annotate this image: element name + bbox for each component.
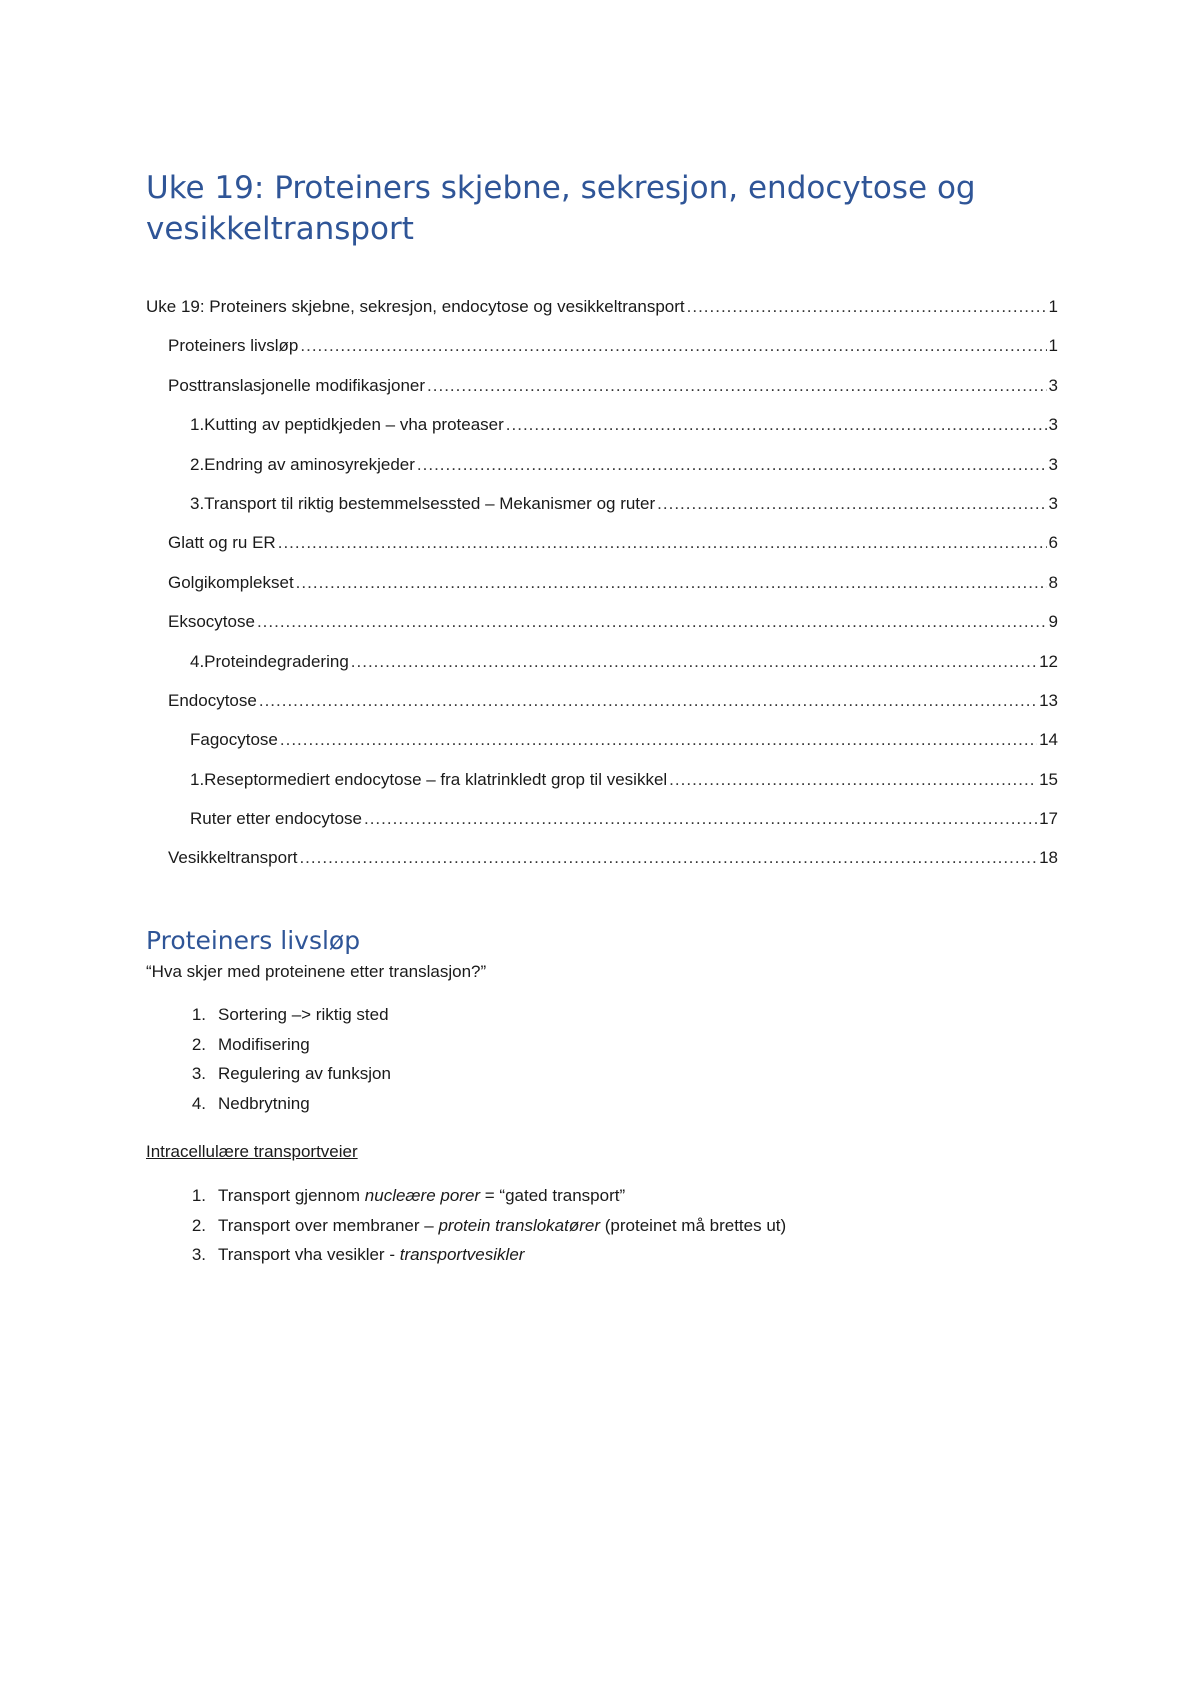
list-item-prefix: Transport over membraner – bbox=[218, 1215, 439, 1235]
toc-page-number: 1 bbox=[1048, 297, 1058, 316]
toc-leader-dots bbox=[687, 297, 1047, 317]
toc-entry[interactable] bbox=[146, 652, 1058, 691]
toc-page-number: 13 bbox=[1039, 690, 1058, 710]
list-item bbox=[146, 1216, 786, 1246]
list-number: 3. bbox=[191, 1064, 206, 1083]
toc-entry[interactable] bbox=[146, 494, 1058, 533]
toc-entry[interactable] bbox=[146, 809, 1058, 848]
table-of-contents bbox=[146, 297, 1058, 888]
toc-entry[interactable] bbox=[146, 770, 1058, 809]
toc-entry-text: 2.Endring av aminosyrekjeder bbox=[190, 454, 415, 474]
toc-leader-dots bbox=[657, 494, 1046, 514]
toc-page-number: 14 bbox=[1039, 730, 1058, 750]
toc-entry-text: Eksocytose bbox=[168, 612, 255, 632]
subheading: Intracellulære transportveier bbox=[146, 1142, 358, 1161]
toc-page-number: 18 bbox=[1039, 848, 1058, 868]
toc-leader-dots bbox=[259, 691, 1037, 711]
list-number: 4. bbox=[191, 1093, 206, 1113]
toc-page-number: 12 bbox=[1039, 651, 1058, 671]
list-item bbox=[146, 1005, 391, 1035]
toc-entry[interactable] bbox=[146, 455, 1058, 494]
toc-entry[interactable] bbox=[146, 533, 1058, 572]
list-item bbox=[146, 1186, 786, 1216]
toc-page-number: 8 bbox=[1048, 572, 1058, 592]
toc-entry-text: Ruter etter endocytose bbox=[190, 809, 362, 829]
list-item-suffix: = “gated transport” bbox=[480, 1186, 626, 1205]
toc-leader-dots bbox=[299, 848, 1037, 868]
list-item-text: Sortering –> riktig sted bbox=[218, 1005, 389, 1024]
toc-entry-text: Posttranslasjonelle modifikasjoner bbox=[168, 375, 426, 395]
list-number: 1. bbox=[191, 1005, 206, 1024]
toc-entry[interactable] bbox=[146, 573, 1058, 612]
list-item-emphasis: nucleære porer bbox=[364, 1186, 481, 1205]
document-title: Uke 19: Proteiners skjebne, sekresjon, endocytose og vesikkeltransport bbox=[146, 170, 976, 247]
list-item bbox=[146, 1035, 391, 1065]
toc-leader-dots bbox=[506, 415, 1047, 435]
toc-entry-text: Golgikomplekset bbox=[168, 572, 294, 592]
section-quote: “Hva skjer med proteinene etter translasjon?” bbox=[146, 962, 487, 981]
list-item bbox=[146, 1064, 391, 1094]
toc-leader-dots bbox=[351, 652, 1037, 672]
toc-leader-dots bbox=[280, 730, 1037, 750]
list-item-text bbox=[218, 1186, 625, 1206]
toc-entry[interactable] bbox=[146, 848, 1058, 887]
toc-page-number: 1 bbox=[1048, 336, 1058, 356]
toc-entry[interactable] bbox=[146, 376, 1058, 415]
toc-entry-text: Proteiners livsløp bbox=[168, 336, 299, 356]
toc-page-number: 3 bbox=[1048, 493, 1058, 513]
toc-page-number: 3 bbox=[1048, 415, 1058, 435]
list-item-text bbox=[218, 1245, 524, 1265]
toc-entry-text: Uke 19: Proteiners skjebne, sekresjon, endocytose og vesikkeltransport bbox=[146, 297, 685, 316]
list-number: 2. bbox=[191, 1034, 206, 1054]
toc-leader-dots bbox=[257, 612, 1047, 632]
toc-leader-dots bbox=[669, 770, 1037, 790]
toc-entry-text: 1.Kutting av peptidkjeden – vha proteaser bbox=[190, 415, 504, 435]
toc-entry[interactable] bbox=[146, 336, 1058, 375]
toc-leader-dots bbox=[278, 533, 1047, 553]
toc-page-number: 3 bbox=[1048, 454, 1058, 474]
toc-page-number: 9 bbox=[1048, 612, 1058, 632]
toc-page-number: 6 bbox=[1048, 533, 1058, 553]
list-item-prefix: Transport gjennom bbox=[218, 1186, 365, 1205]
list-item-emphasis: protein translokatører bbox=[438, 1215, 601, 1235]
toc-leader-dots bbox=[300, 336, 1046, 356]
toc-leader-dots bbox=[427, 376, 1047, 396]
toc-entry-text: 3.Transport til riktig bestemmelsessted – Mekanismer og ruter bbox=[190, 493, 656, 513]
list-item bbox=[146, 1245, 786, 1275]
toc-entry[interactable] bbox=[146, 612, 1058, 651]
toc-leader-dots bbox=[296, 573, 1047, 593]
list-item-suffix: (proteinet må brettes ut) bbox=[600, 1215, 787, 1235]
toc-entry-text: 4.Proteindegradering bbox=[190, 651, 349, 671]
toc-entry[interactable] bbox=[146, 415, 1058, 454]
toc-page-number: 17 bbox=[1039, 809, 1058, 829]
toc-page-number: 3 bbox=[1048, 375, 1058, 395]
list-number: 2. bbox=[191, 1215, 206, 1235]
numbered-list bbox=[146, 1186, 786, 1275]
list-item-text bbox=[218, 1216, 786, 1236]
list-number: 3. bbox=[191, 1245, 206, 1264]
list-number: 1. bbox=[191, 1186, 206, 1205]
toc-entry[interactable] bbox=[146, 297, 1058, 336]
toc-entry[interactable] bbox=[146, 691, 1058, 730]
section-heading: Proteiners livsløp bbox=[146, 926, 361, 955]
toc-entry-text: Glatt og ru ER bbox=[168, 533, 276, 553]
toc-entry-text: Fagocytose bbox=[190, 730, 278, 750]
list-item-text: Regulering av funksjon bbox=[218, 1064, 391, 1083]
toc-entry-text: Endocytose bbox=[168, 690, 257, 710]
numbered-list bbox=[146, 1005, 391, 1123]
list-item bbox=[146, 1094, 391, 1124]
toc-entry-text: 1.Reseptormediert endocytose – fra klatrinkledt grop til vesikkel bbox=[190, 769, 668, 789]
toc-leader-dots bbox=[417, 455, 1047, 475]
toc-leader-dots bbox=[364, 809, 1037, 829]
list-item-emphasis: transportvesikler bbox=[399, 1245, 525, 1264]
toc-entry-text: Vesikkeltransport bbox=[168, 848, 298, 868]
toc-entry[interactable] bbox=[146, 730, 1058, 769]
toc-page-number: 15 bbox=[1039, 769, 1058, 789]
list-item-text: Nedbrytning bbox=[218, 1093, 310, 1113]
list-item-prefix: Transport vha vesikler - bbox=[218, 1245, 400, 1264]
list-item-text: Modifisering bbox=[218, 1034, 310, 1054]
